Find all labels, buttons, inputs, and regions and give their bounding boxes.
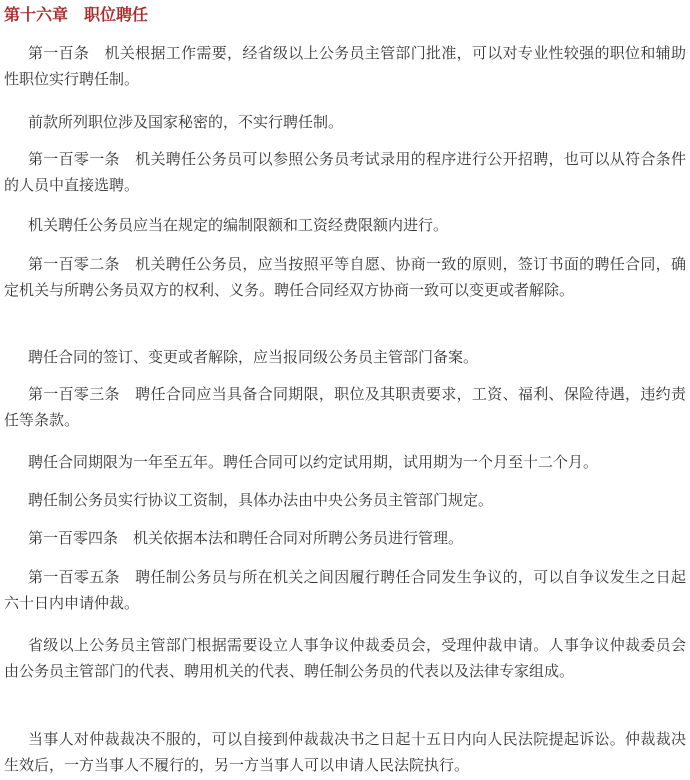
paragraph-secret-exclusion: 前款所列职位涉及国家秘密的，不实行聘任制。 — [28, 113, 344, 131]
paragraph-contract-filing: 聘任合同的签订、变更或者解除，应当报同级公务员主管部门备案。 — [28, 348, 479, 366]
paragraph-quota-limit: 机关聘任公务员应当在规定的编制限额和工资经费限额内进行。 — [28, 216, 449, 234]
paragraph-arbitration-committee: 省级以上公务员主管部门根据需要设立人事争议仲裁委员会，受理仲裁申请。人事争议仲裁委员会由公务员主管部门的代表、聘用机关的代表、聘任制公务员的代表以及法律专家组成。 — [4, 636, 686, 680]
paragraph-article-101: 第一百零一条 机关聘任公务员可以参照公务员考试录用的程序进行公开招聘，也可以从符合条件的人员中直接选聘。 — [4, 150, 686, 194]
paragraph-litigation: 当事人对仲裁裁决不服的，可以自接到仲裁裁决书之日起十五日内向人民法院提起诉讼。仲裁裁决生效后，一方当事人不履行的，另一方当事人可以申请人民法院执行。 — [4, 730, 686, 774]
paragraph-salary-system: 聘任制公务员实行协议工资制，具体办法由中央公务员主管部门规定。 — [28, 491, 494, 509]
paragraph-article-103: 第一百零三条 聘任合同应当具备合同期限，职位及其职责要求，工资、福利、保险待遇，违约责任等条款。 — [4, 385, 686, 429]
paragraph-article-102: 第一百零二条 机关聘任公务员，应当按照平等自愿、协商一致的原则，签订书面的聘任合同，确定机关与所聘公务员双方的权利、义务。聘任合同经双方协商一致可以变更或者解除。 — [4, 255, 686, 299]
paragraph-article-104: 第一百零四条 机关依据本法和聘任合同对所聘公务员进行管理。 — [28, 529, 464, 547]
paragraph-article-100: 第一百条 机关根据工作需要，经省级以上公务员主管部门批准，可以对专业性较强的职位和辅助性职位实行聘任制。 — [4, 44, 686, 88]
chapter-title: 第十六章 职位聘任 — [4, 5, 149, 24]
paragraph-article-105: 第一百零五条 聘任制公务员与所在机关之间因履行聘任合同发生争议的，可以自争议发生之日起六十日内申请仲裁。 — [4, 568, 686, 612]
paragraph-contract-term: 聘任合同期限为一年至五年。聘任合同可以约定试用期，试用期为一个月至十二个月。 — [28, 453, 599, 471]
